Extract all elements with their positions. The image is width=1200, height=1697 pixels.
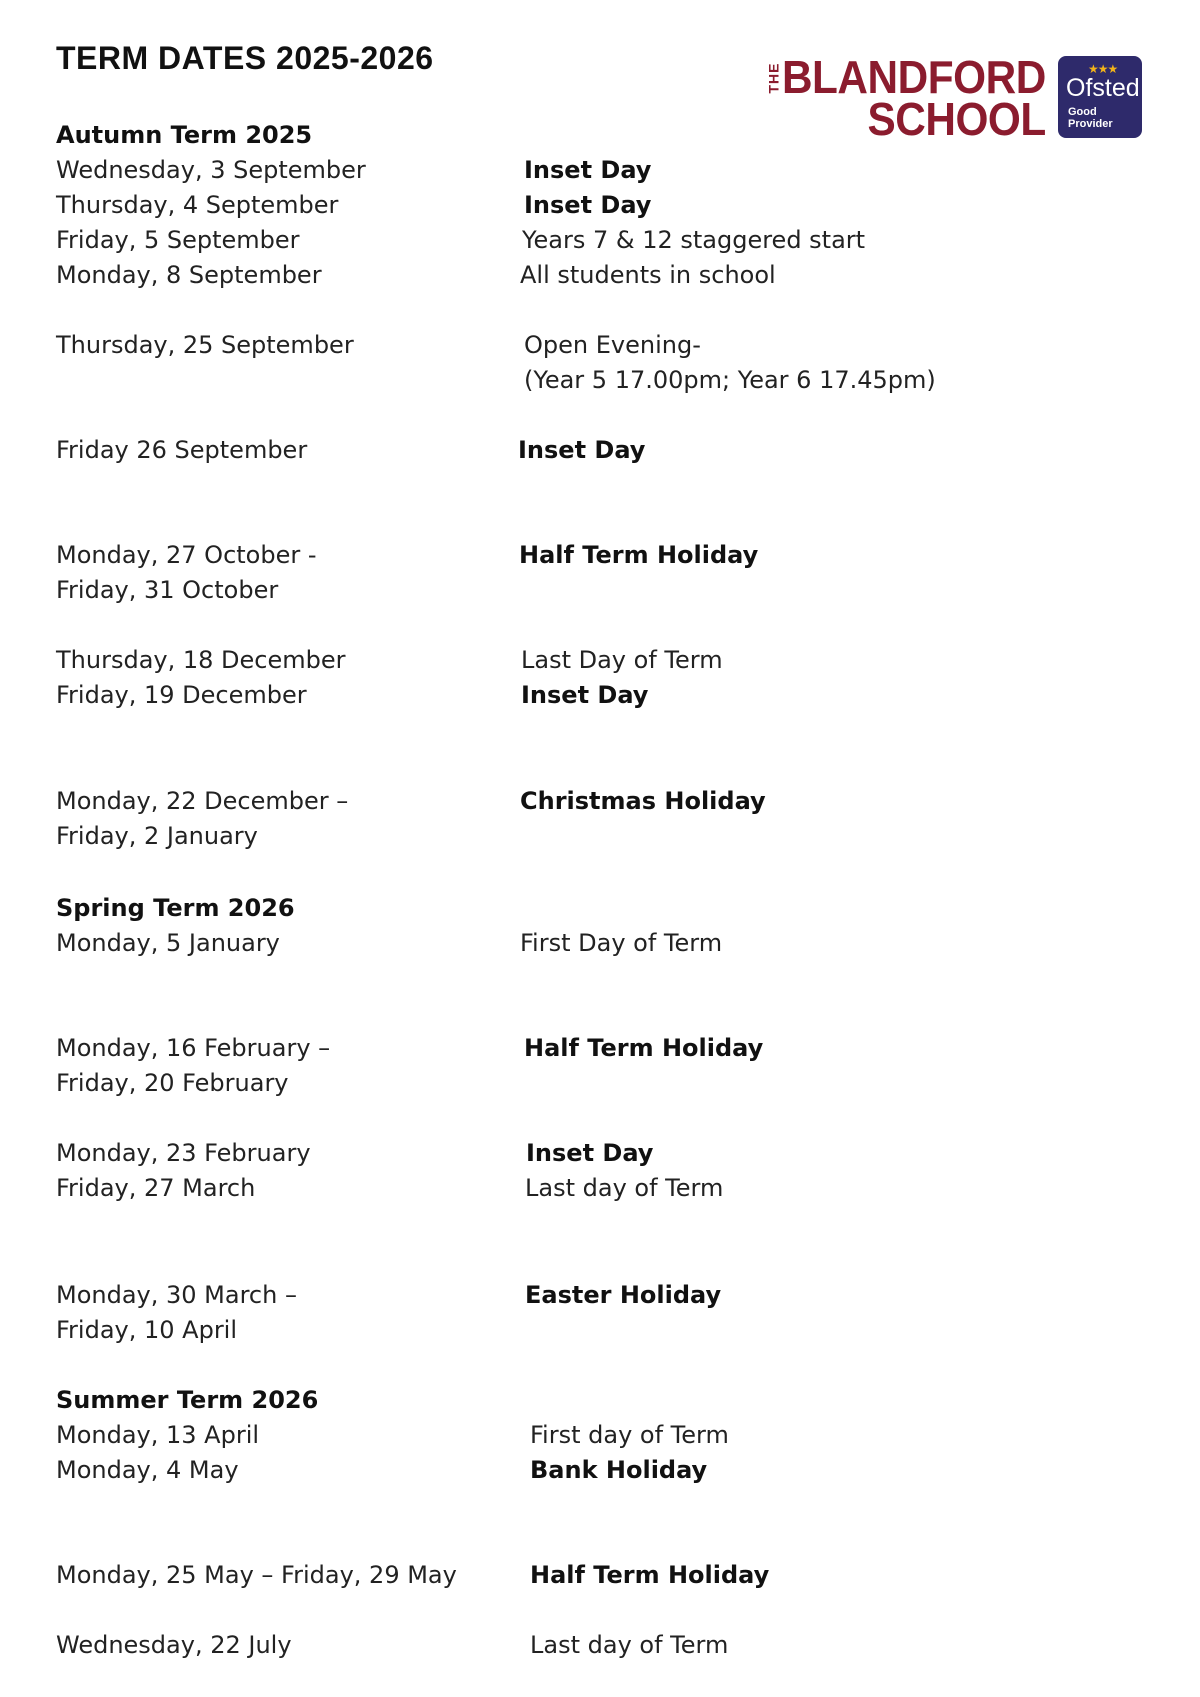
event-label: Christmas Holiday — [520, 787, 766, 815]
event-label: Inset Day — [521, 681, 649, 709]
event-label: Inset Day — [518, 436, 646, 464]
date-label: Monday, 16 February – — [56, 1034, 331, 1062]
date-label: Monday, 4 May — [56, 1456, 239, 1484]
event-label: First day of Term — [530, 1421, 729, 1449]
event-label: Inset Day — [524, 156, 652, 184]
date-label: Friday, 10 April — [56, 1316, 238, 1344]
date-label: Monday, 5 January — [56, 929, 280, 957]
date-label: Friday, 27 March — [56, 1174, 256, 1202]
ofsted-provider: Provider — [1068, 118, 1113, 130]
event-label: Half Term Holiday — [530, 1561, 770, 1589]
event-label: First Day of Term — [520, 929, 723, 957]
date-label: Thursday, 4 September — [56, 191, 339, 219]
event-label: Last day of Term — [525, 1174, 724, 1202]
event-label: Inset Day — [526, 1139, 654, 1167]
date-label: Monday, 23 February — [56, 1139, 311, 1167]
section-heading-spring: Spring Term 2026 — [56, 894, 295, 922]
event-label: All students in school — [520, 261, 776, 289]
event-label: Half Term Holiday — [524, 1034, 764, 1062]
date-label: Friday, 20 February — [56, 1069, 289, 1097]
date-label: Thursday, 25 September — [56, 331, 354, 359]
date-label: Friday, 5 September — [56, 226, 300, 254]
logo-name-line2: SCHOOL — [867, 93, 1046, 145]
date-label: Monday, 13 April — [56, 1421, 260, 1449]
date-label: Wednesday, 22 July — [56, 1631, 292, 1659]
event-label: Years 7 & 12 staggered start — [522, 226, 866, 254]
date-label: Monday, 25 May – Friday, 29 May — [56, 1561, 457, 1589]
event-label: Easter Holiday — [525, 1281, 722, 1309]
date-label: Monday, 30 March – — [56, 1281, 297, 1309]
ofsted-stars-icon: ★★★ — [1088, 62, 1118, 76]
logo-name-line1: BLANDFORD — [782, 51, 1046, 103]
date-label: Friday, 31 October — [56, 576, 279, 604]
event-label: Open Evening- — [524, 331, 701, 359]
date-label: Friday, 19 December — [56, 681, 307, 709]
event-label: Last Day of Term — [521, 646, 723, 674]
section-heading-summer: Summer Term 2026 — [56, 1386, 319, 1414]
date-label: Friday, 2 January — [56, 822, 258, 850]
date-label: Friday 26 September — [56, 436, 308, 464]
page-title: TERM DATES 2025-2026 — [56, 40, 434, 76]
logo-the: THE — [765, 62, 782, 94]
date-label: Monday, 22 December – — [56, 787, 349, 815]
school-logo — [765, 51, 1142, 145]
date-label: Monday, 27 October - — [56, 541, 317, 569]
event-label: Bank Holiday — [530, 1456, 708, 1484]
ofsted-name: Ofsted — [1066, 74, 1140, 102]
event-label: Half Term Holiday — [519, 541, 759, 569]
section-heading-autumn: Autumn Term 2025 — [56, 121, 313, 149]
event-label: Inset Day — [524, 191, 652, 219]
date-label: Monday, 8 September — [56, 261, 322, 289]
ofsted-rating: Good — [1068, 106, 1097, 118]
ofsted-badge — [1058, 56, 1142, 138]
date-label: Wednesday, 3 September — [56, 156, 366, 184]
date-label: Thursday, 18 December — [56, 646, 346, 674]
event-label: (Year 5 17.00pm; Year 6 17.45pm) — [524, 366, 936, 394]
event-label: Last day of Term — [530, 1631, 729, 1659]
